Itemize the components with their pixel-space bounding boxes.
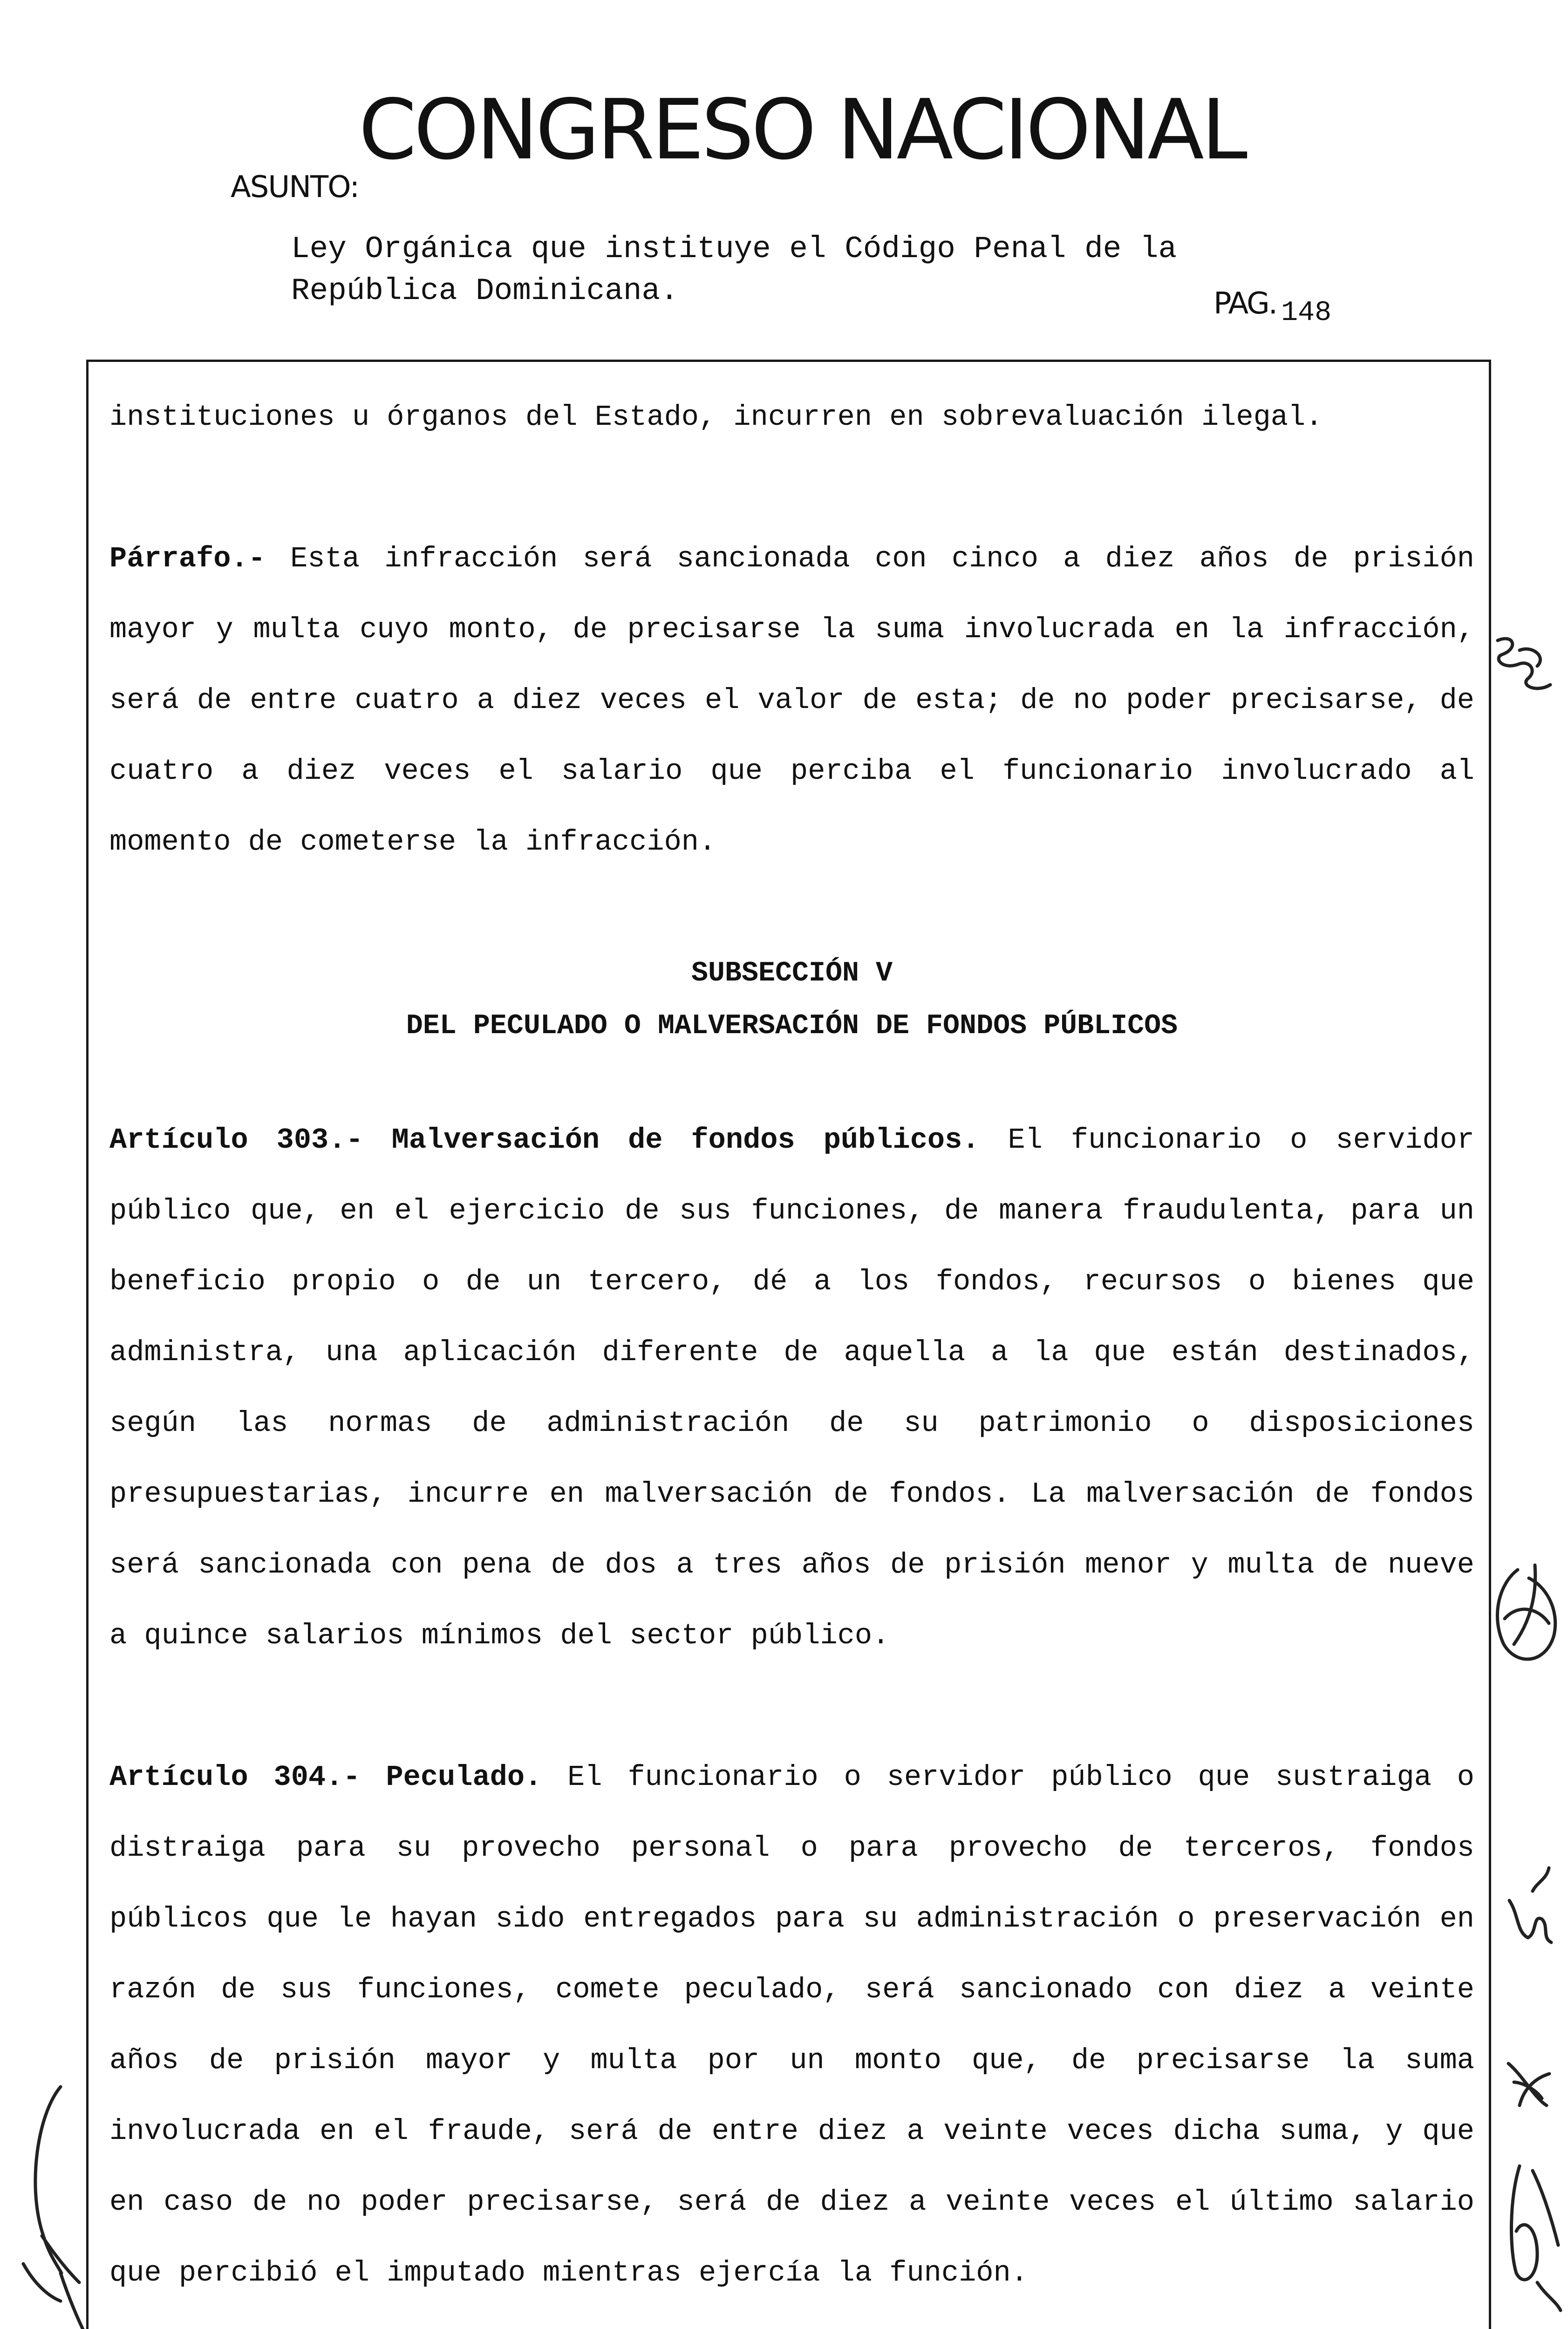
page-number-value: 148 bbox=[1281, 297, 1332, 329]
initial-mark-4 bbox=[1508, 2063, 1549, 2105]
initial-mark-1 bbox=[1498, 639, 1550, 688]
paragraph-1-text: Esta infracción será sancionada con cinco a diez años de prisión mayor y multa cuyo monto, de precisarse la suma involucrada en la infracción, será de entre cuatro a diez veces el valor de esta; de no poder precisarse, de cuatro a diez veces el salario que perciba el funcionario involucrado al momento de cometerse la infracción. bbox=[109, 542, 1474, 858]
article-303 bbox=[109, 1105, 1474, 1671]
letterhead-title: CONGRESO NACIONAL bbox=[359, 82, 1245, 178]
subject-line-2: República Dominicana. bbox=[291, 273, 679, 308]
article-303-text: El funcionario o servidor público que, en el ejercicio de sus funciones, de manera fraudulenta, para un beneficio propio o de un tercero, dé a los fondos, recursos o bienes que administra, una aplicación diferente de aquella a la que están destinados, según las normas de administración de su patrimonio o disposiciones presupuestarias, incurre en malversación de fondos. La malversación de fondos será sancionada con pena de dos a tres años de prisión menor y multa de nueve a quince salarios mínimos del sector público. bbox=[109, 1124, 1475, 1652]
article-304 bbox=[109, 1742, 1474, 2309]
subject-label: ASUNTO: bbox=[231, 170, 359, 204]
document-body bbox=[109, 382, 1474, 2329]
section-title: DEL PECULADO O MALVERSACIÓN DE FONDOS PÚBLICOS bbox=[406, 1010, 1178, 1042]
initial-mark-3 bbox=[1509, 1868, 1551, 1942]
section-heading: SUBSECCIÓN V bbox=[691, 958, 893, 989]
margin-bracket bbox=[23, 2087, 86, 2329]
page-label: PAG. bbox=[1213, 286, 1277, 321]
page-number bbox=[1213, 286, 1332, 329]
article-304-label: Artículo 304.- Peculado. bbox=[109, 1761, 542, 1794]
subject-line-1: Ley Orgánica que instituye el Código Penal de la bbox=[291, 232, 1177, 266]
opening-line: instituciones u órganos del Estado, incurren en sobrevaluación ilegal. bbox=[109, 401, 1323, 434]
article-304-text: El funcionario o servidor público que sustraiga o distraiga para su provecho personal o para provecho de terceros, fondos públicos que le hayan sido entregados para su administración o preservación en razón de sus funciones, comete peculado, será sancionado con diez a veinte años de prisión mayor y multa por un monto que, de precisarse la suma involucrada en el fraude, será de entre diez a veinte veces dicha suma, y que en caso de no poder precisarse, será de diez a veinte veces el último salario que percibió el imputado mientras ejercía la función. bbox=[109, 1761, 1474, 2289]
article-303-label: Artículo 303.- Malversación de fondos públicos. bbox=[109, 1124, 980, 1157]
initial-mark-5 bbox=[1512, 2166, 1561, 2310]
initial-mark-2 bbox=[1497, 1565, 1555, 1659]
paragraph-1-label: Párrafo.- bbox=[109, 542, 266, 575]
subject-text bbox=[291, 228, 1177, 312]
paragraph-1 bbox=[109, 524, 1474, 878]
